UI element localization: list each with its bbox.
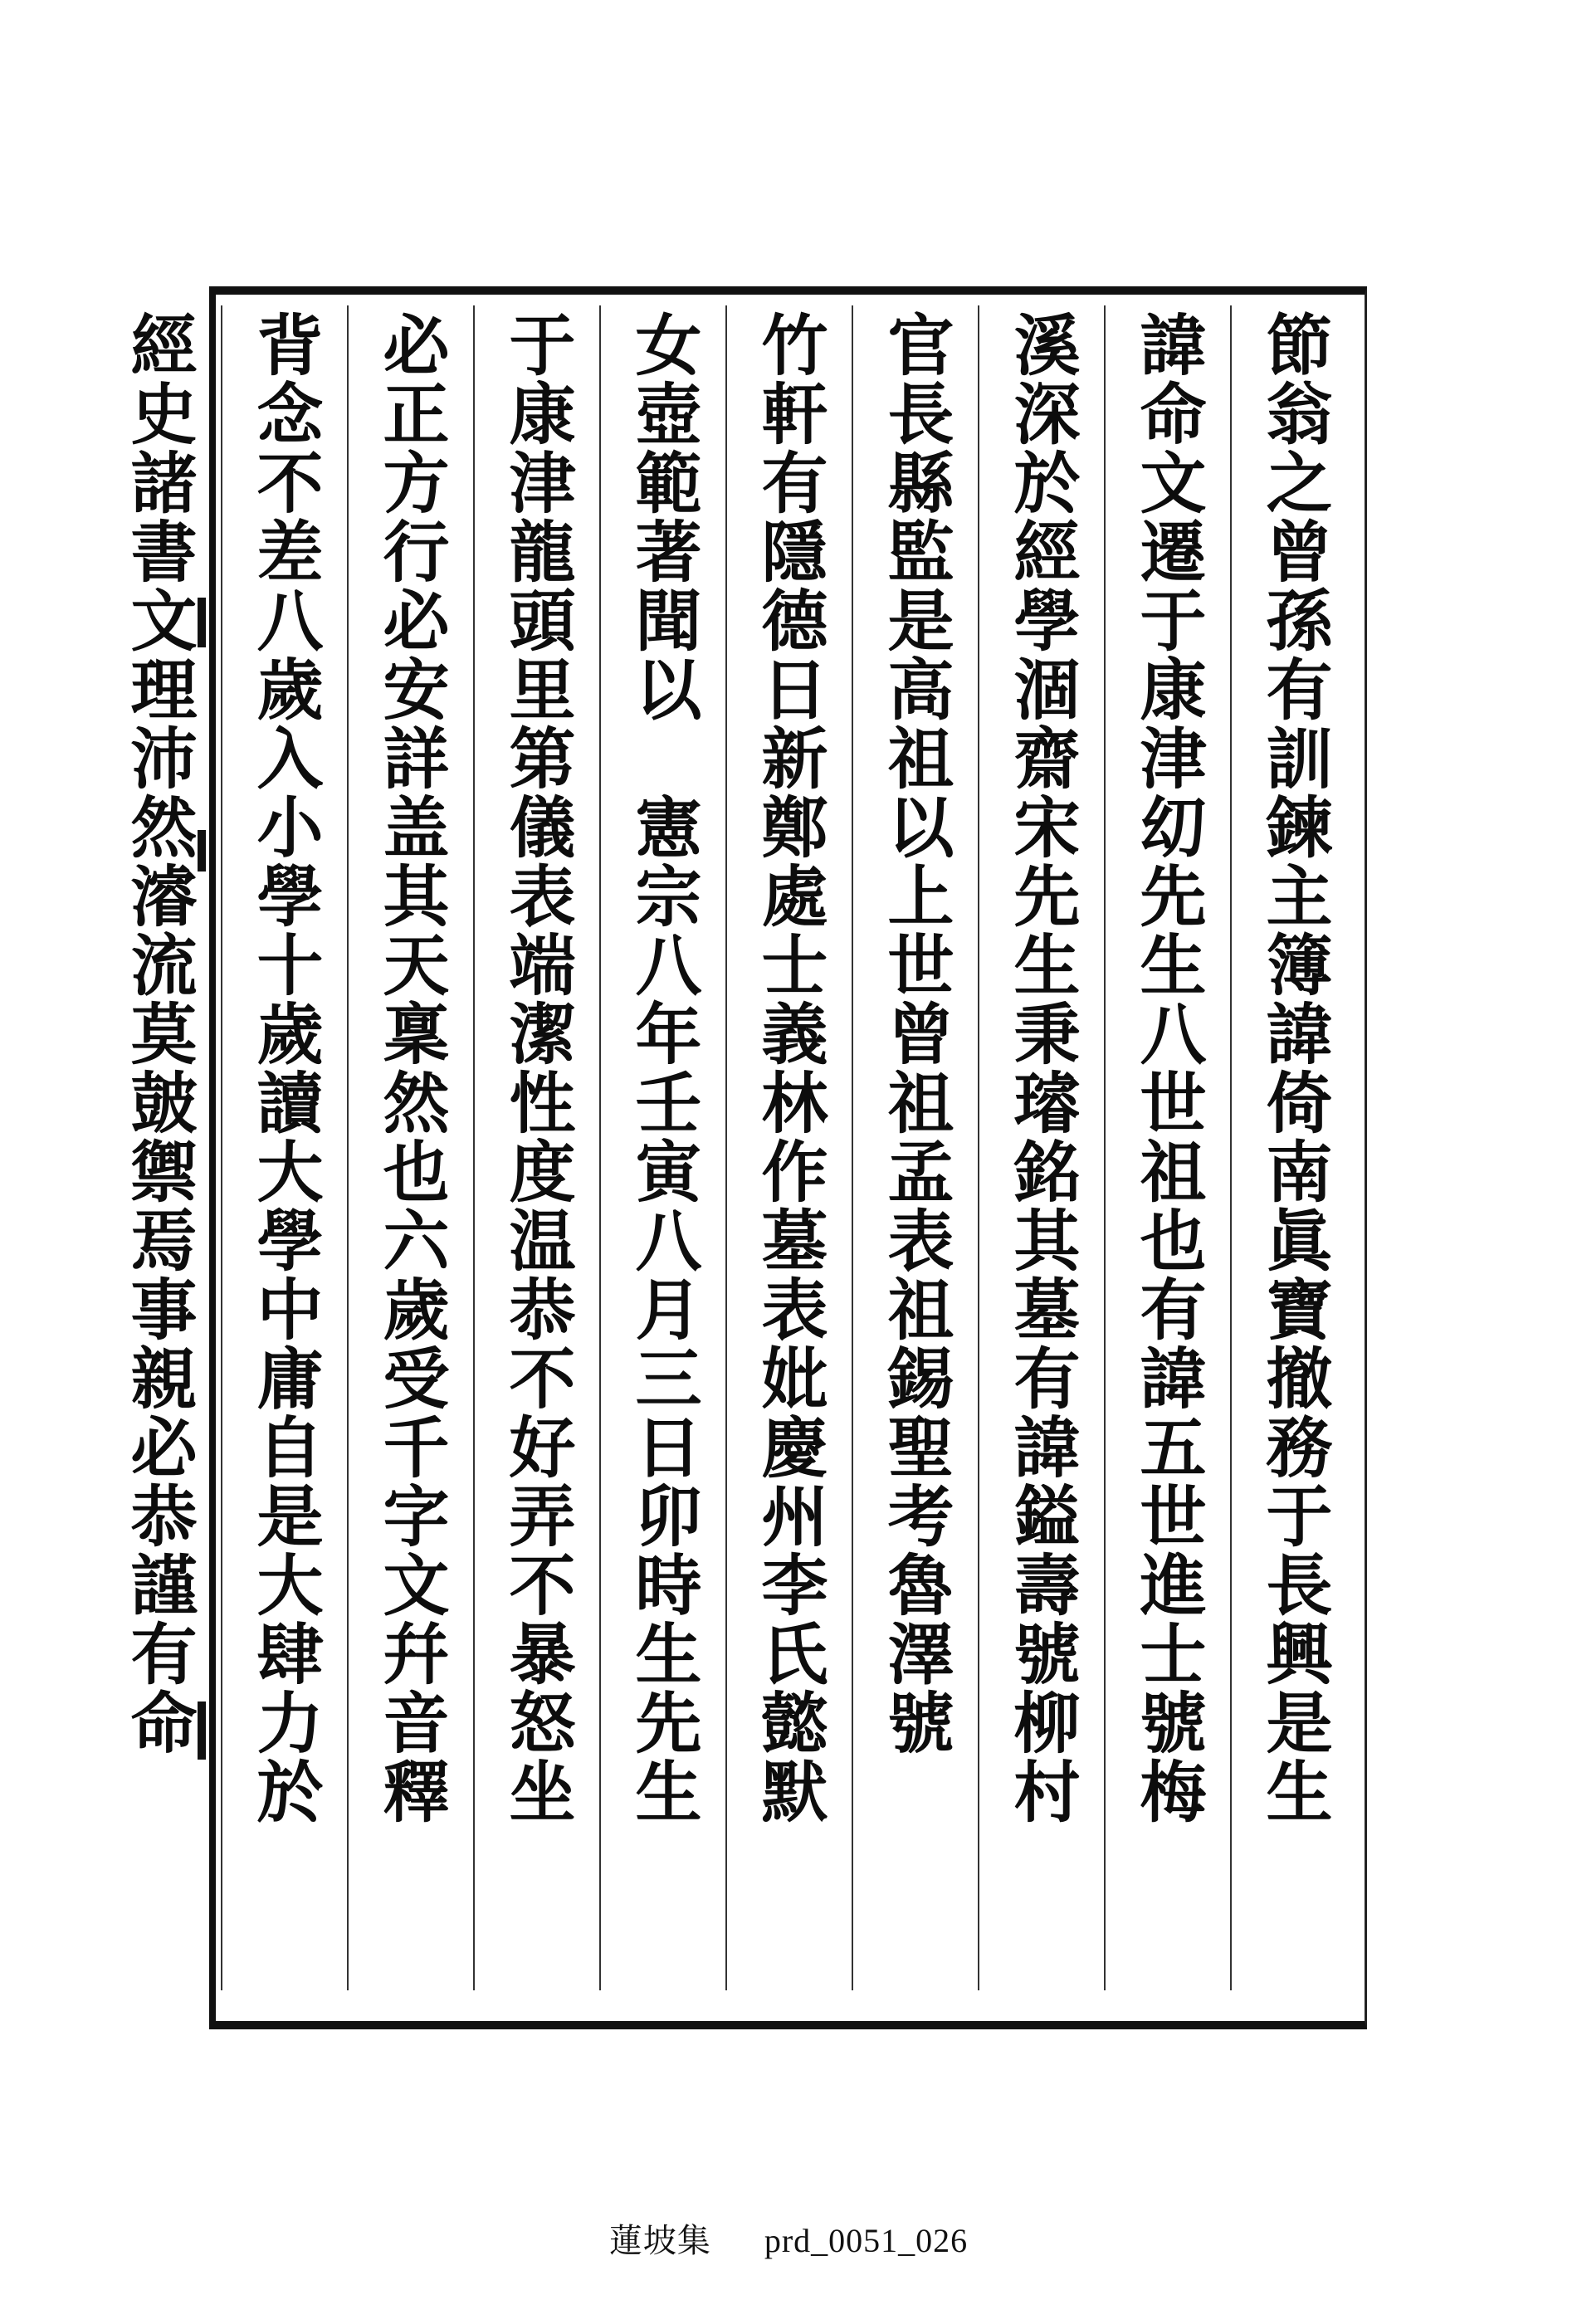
text-column-10: 經史諸書文理沛然濬流莫皷禦焉事親必恭謹有命 (120, 310, 198, 1757)
text-column-2: 諱命文遷于康津㓜先生八世祖也有諱五世進士號梅 (1104, 305, 1230, 1990)
text-columns (120, 305, 1356, 1990)
text-column-7: 于康津龍頭里第儀表端潔性度温恭不好弄不暴怒坐 (473, 305, 599, 1990)
book-title: 蓮坡集 (608, 2222, 711, 2259)
page-footer (0, 2214, 1577, 2262)
text-column-1: 節翁之曾孫有訓鍊主簿諱倚南眞寶撤務于長興是生 (1230, 305, 1356, 1990)
text-column-9: 背念不差八歲入小學十歲讀大學中庸自是大肆力於 (221, 305, 347, 1990)
text-column-3: 溪深於經學涸齋宋先生秉璿銘其墓有諱鎰壽號柳村 (978, 305, 1104, 1990)
text-column-4: 官長縣監是高祖以上世曾祖孟表祖錫聖考魯澤號 (852, 305, 978, 1990)
text-column-5: 竹軒有隱德日新鄭處士義林作墓表妣慶州李氏懿默 (725, 305, 852, 1990)
text-column-6: 女壺範著聞以 憲宗八年壬寅八月三日卯時生先生 (599, 305, 725, 1990)
page-id: prd_0051_026 (764, 2222, 969, 2259)
text-column-8: 必正方行必安詳盖其天稟然也六歲受千字文幷音釋 (347, 305, 473, 1990)
